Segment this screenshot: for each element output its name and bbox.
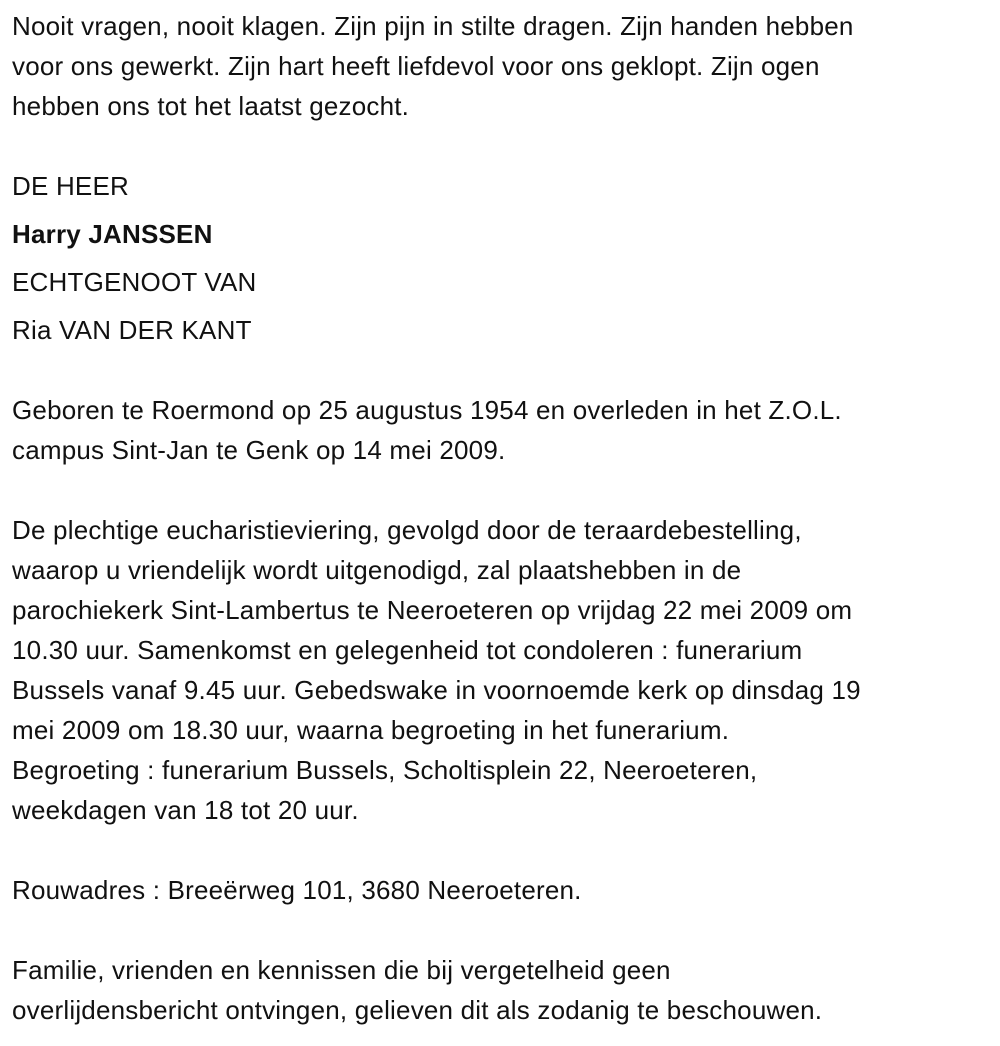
text-line: campus Sint-Jan te Genk op 14 mei 2009. (12, 435, 506, 465)
text-line: hebben ons tot het laatst gezocht. (12, 91, 410, 121)
text-line: parochiekerk Sint-Lambertus te Neeroeteren op vrijdag 22 mei 2009 om (12, 595, 853, 625)
text-line: De plechtige eucharistieviering, gevolgd door de teraardebestelling, (12, 515, 802, 545)
text-line: Begroeting : funerarium Bussels, Scholtisplein 22, Neeroeteren, (12, 755, 758, 785)
text-line: Geboren te Roermond op 25 augustus 1954 en overleden in het Z.O.L. (12, 395, 842, 425)
text-line: mei 2009 om 18.30 uur, waarna begroeting in het funerarium. (12, 715, 730, 745)
deceased-name: Harry JANSSEN (12, 219, 213, 249)
text-line: weekdagen van 18 tot 20 uur. (12, 795, 359, 825)
text-line: overlijdensbericht ontvingen, gelieven dit als zodanig te beschouwen. (12, 995, 823, 1025)
text-line: voor ons gewerkt. Zijn hart heeft liefdevol voor ons geklopt. Zijn ogen (12, 51, 820, 81)
spouse-name: Ria VAN DER KANT (12, 315, 252, 345)
text-line: 10.30 uur. Samenkomst en gelegenheid tot condoleren : funerarium (12, 635, 803, 665)
relation: ECHTGENOOT VAN (12, 267, 257, 297)
text-line: waarop u vriendelijk wordt uitgenodigd, zal plaatshebben in de (12, 555, 742, 585)
text-line: Familie, vrienden en kennissen die bij vergetelheid geen (12, 955, 671, 985)
text-line: Bussels vanaf 9.45 uur. Gebedswake in voornoemde kerk op dinsdag 19 (12, 675, 861, 705)
honorific: DE HEER (12, 171, 129, 201)
text-line: Nooit vragen, nooit klagen. Zijn pijn in stilte dragen. Zijn handen hebben (12, 11, 854, 41)
mourning-address: Rouwadres : Breeërweg 101, 3680 Neeroeteren. (12, 875, 582, 905)
